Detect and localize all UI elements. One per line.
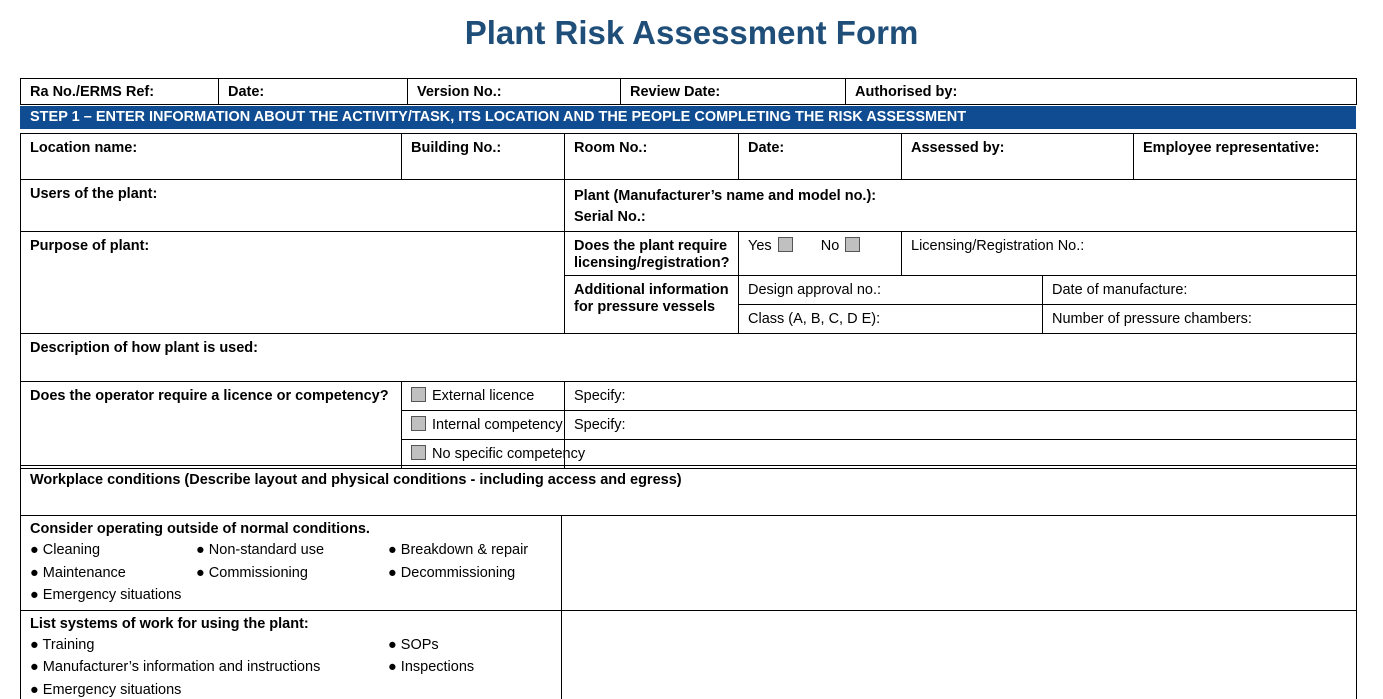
external-specify-field[interactable]: Specify: (565, 382, 1357, 411)
operating-response-field[interactable] (562, 516, 1357, 611)
bullet-non-standard-use: Non-standard use (208, 542, 325, 558)
no-label: No (820, 238, 840, 254)
operating-conditions-cell (21, 516, 562, 611)
bullet-commissioning: Commissioning (208, 564, 308, 581)
operating-heading: Consider operating outside of normal conditions. (30, 521, 370, 537)
external-licence-checkbox[interactable] (411, 387, 426, 402)
bullet-cleaning: Cleaning (42, 542, 101, 558)
no-checkbox[interactable] (845, 237, 860, 252)
purpose-field[interactable]: Purpose of plant: (21, 232, 565, 334)
header-table (20, 78, 1357, 105)
assessed-by-field[interactable]: Assessed by: (902, 134, 1134, 180)
authorised-by-field[interactable]: Authorised by: (846, 79, 1357, 105)
bullet-training: Training (42, 636, 95, 653)
internal-specify-field[interactable]: Specify: (565, 411, 1357, 440)
date-field[interactable]: Date: (739, 134, 902, 180)
room-field[interactable]: Room No.: (565, 134, 739, 180)
internal-competency-checkbox[interactable] (411, 416, 426, 431)
external-licence-label: External licence (432, 388, 535, 404)
step1-banner: STEP 1 – ENTER INFORMATION ABOUT THE ACTIVITY/TASK, ITS LOCATION AND THE PEOPLE COMPLETING THE RISK ASSESSMENT (20, 106, 1356, 129)
operating-list: ● Cleaning ● Non-standard use ● Breakdown & repair ● Maintenance ● Commissioning ● Decommissioning ● Emergency situations (30, 542, 529, 603)
systems-of-work-cell (21, 610, 562, 699)
ra-no-field[interactable]: Ra No./ERMS Ref: (21, 79, 219, 105)
internal-competency-label: Internal competency (432, 417, 563, 433)
workplace-table (20, 465, 1357, 699)
employee-rep-field[interactable]: Employee representative: (1134, 134, 1357, 180)
systems-response-field[interactable] (562, 610, 1357, 699)
location-field[interactable]: Location name: (21, 134, 402, 180)
step1-table (20, 133, 1357, 469)
yes-checkbox[interactable] (778, 237, 793, 252)
licensing-options (739, 232, 902, 276)
design-approval-field[interactable]: Design approval no.: (739, 276, 1043, 305)
users-field[interactable]: Users of the plant: (21, 180, 565, 232)
no-competency-checkbox[interactable] (411, 445, 426, 460)
bullet-systems-emergency: Emergency situations (42, 681, 182, 698)
no-competency-label: No specific competency (432, 446, 586, 462)
internal-competency-option[interactable] (402, 411, 565, 440)
description-field[interactable]: Description of how plant is used: (21, 334, 1357, 382)
licensing-no-field[interactable]: Licensing/Registration No.: (902, 232, 1357, 276)
bullet-maintenance: Maintenance (42, 564, 126, 581)
bullet-emergency-situations: Emergency situations (42, 587, 182, 603)
serial-label: Serial No.: (574, 209, 646, 225)
bullet-decommissioning: Decommissioning (400, 564, 516, 581)
workplace-field[interactable]: Workplace conditions (Describe layout and physical conditions - including access and egress) (21, 466, 1357, 516)
bullet-sops: SOPs (400, 636, 439, 653)
date-manufacture-field[interactable]: Date of manufacture: (1043, 276, 1357, 305)
page-title: Plant Risk Assessment Form (464, 14, 919, 51)
plant-name-label: Plant (Manufacturer’s name and model no.): (574, 188, 877, 204)
systems-list: ● Training ● SOPs ● Manufacturer’s information and instructions ● Inspections ● Emergency situations (30, 636, 475, 698)
systems-heading: List systems of work for using the plant: (30, 615, 309, 632)
class-field[interactable]: Class (A, B, C, D E): (739, 305, 1043, 334)
pressure-chambers-field[interactable]: Number of pressure chambers: (1043, 305, 1357, 334)
version-field[interactable]: Version No.: (408, 79, 621, 105)
pressure-info-label: Additional information for pressure vessels (565, 276, 739, 334)
bullet-manufacturer-info: Manufacturer’s information and instructions (42, 659, 321, 675)
header-date-field[interactable]: Date: (219, 79, 408, 105)
building-field[interactable]: Building No.: (402, 134, 565, 180)
plant-name-cell[interactable] (565, 180, 1357, 232)
bullet-inspections: Inspections (400, 659, 475, 675)
operator-question: Does the operator require a licence or competency? (21, 382, 402, 469)
licensing-question: Does the plant require licensing/registration? (565, 232, 739, 276)
bullet-breakdown-repair: Breakdown & repair (400, 542, 529, 558)
yes-label: Yes (748, 238, 772, 254)
review-date-field[interactable]: Review Date: (621, 79, 846, 105)
external-licence-option[interactable] (402, 382, 565, 411)
